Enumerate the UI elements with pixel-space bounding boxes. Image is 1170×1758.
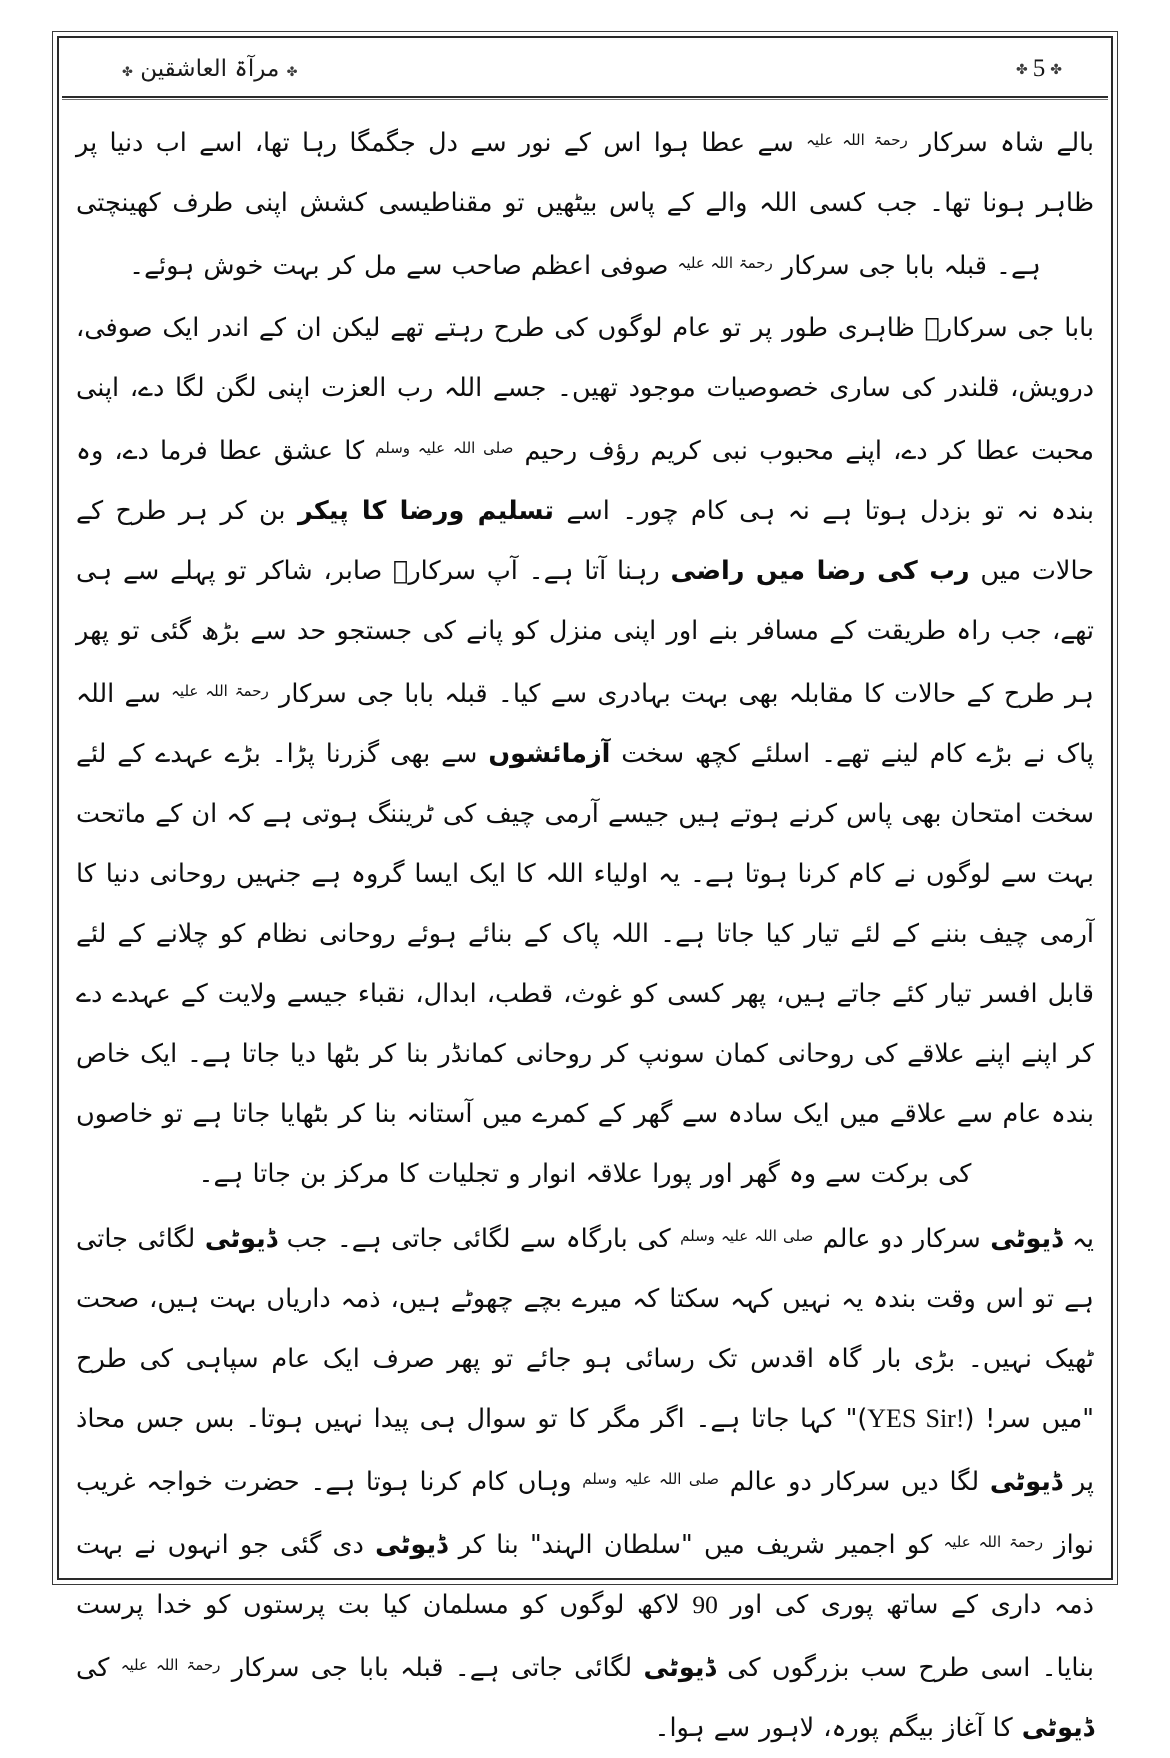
emphasised-phrase: آزمائشوں bbox=[488, 739, 611, 769]
honorific-mark: رحمۃ اللہ علیہ bbox=[943, 1533, 1044, 1551]
paragraph: بالے شاہ سرکار $^{رحمۃ اللہ علیہ}$ سے عطا ہوا اس کے نور سے دل جگمگا رہا تھا، اسے اب دنیا پر ظاہر ہونا تھا۔ جب کسی اللہ والے کے پاس بیٹھیں تو مقناطیسی کشش اپنی طرف کھینچتی ہے۔ قبلہ بابا جی سرکار $^{رحمۃ اللہ علیہ}$ صوفی اعظم صاحب سے مل کر بہت خوش ہوئے۔ bbox=[76, 128, 1094, 281]
honorific-mark: رحمۃ اللہ علیہ bbox=[806, 131, 908, 149]
honorific-mark: صلی اللہ علیہ وسلم bbox=[680, 1227, 814, 1245]
header-divider-rule bbox=[62, 96, 1108, 100]
emphasised-phrase: ڈیوٹی bbox=[1021, 1713, 1094, 1743]
emphasised-phrase: ڈیوٹی bbox=[989, 1467, 1063, 1497]
book-title-text: مرآۃ العاشقین bbox=[140, 56, 280, 82]
book-title bbox=[122, 56, 297, 82]
page-number-value: 5 bbox=[1032, 55, 1046, 82]
emphasised-phrase: ڈیوٹی bbox=[375, 1530, 448, 1560]
honorific-mark: صلی اللہ علیہ وسلم bbox=[375, 439, 514, 457]
emphasised-phrase: ڈیوٹی bbox=[990, 1224, 1063, 1254]
emphasised-phrase: ڈیوٹی bbox=[204, 1224, 278, 1254]
page-body bbox=[66, 106, 1104, 1743]
honorific-mark: رحمۃ اللہ علیہ bbox=[120, 1656, 221, 1674]
emphasised-phrase: ڈیوٹی bbox=[643, 1653, 716, 1683]
page-header bbox=[62, 41, 1108, 97]
latin-insert: YES Sir! bbox=[867, 1404, 965, 1433]
floret-icon-left: ✤ bbox=[286, 65, 298, 80]
numeral: 90 bbox=[692, 1590, 718, 1619]
paragraph: بابا جی سرکارؒ ظاہری طور پر تو عام لوگوں کی طرح رہتے تھے لیکن ان کے اندر ایک صوفی، درویش، قلندر کی ساری خصوصیات موجود تھیں۔ جسے اللہ رب العزت اپنی لگن لگا دے، اپنی محبت عطا کر دے، اپنے محبوب نبی کریم رؤف رحیم $^{صلی اللہ علیہ وسلم}$ کا عشق عطا فرما دے، وہ بندہ نہ تو بزدل ہوتا ہے نہ ہی کام چور۔ اسے تسلیم ورضا کا پیکر بن کر ہر طرح کے حالات میں رب کی رضا میں راضی رہنا آتا ہے۔ آپ سرکارؒ صابر، شاکر تو پہلے سے ہی تھے، جب راہ طریقت کے مسافر بنے اور اپنی منزل کو پانے کی جستجو حد سے بڑھ گئی تو پھر ہر طرح کے حالات کا مقابلہ بھی بہت بہادری سے کیا۔ قبلہ بابا جی سرکار $^{رحمۃ اللہ علیہ}$ سے اللہ پاک نے بڑے کام لینے تھے۔ اسلئے کچھ سخت آزمائشوں سے بھی گزرنا پڑا۔ بڑے عہدے کے لئے سخت امتحان بھی پاس کرنے ہوتے ہیں جیسے آرمی چیف کی ٹریننگ ہوتی ہے کہ ان کے ماتحت بہت سے لوگوں نے کام کرنا ہوتا ہے۔ یہ اولیاء اللہ کا ایک ایسا گروہ ہے جنہیں روحانی دنیا کا آرمی چیف بننے کے لئے تیار کیا جاتا ہے۔ اللہ پاک کے بنائے ہوئے روحانی نظام کو چلانے کے لئے قابل افسر تیار کئے جاتے ہیں، پھر کسی کو غوث، قطب، ابدال، نقباء جیسے ولایت کے عہدے دے کر اپنے اپنے علاقے کی روحانی کمان سونپ کر روحانی کمانڈر بنا کر بٹھا دیا جاتا ہے۔ ایک خاص بندہ عام سے علاقے میں ایک سادہ سے گھر کے کمرے میں آستانہ بنا کر بٹھایا جاتا ہے تو خاصوں کی برکت سے وہ گھر اور پورا علاقہ انوار و تجلیات کا مرکز بن جاتا ہے۔ bbox=[76, 313, 1095, 1189]
paragraph: یہ ڈیوٹی سرکار دو عالم $^{صلی اللہ علیہ وسلم}$ کی بارگاہ سے لگائی جاتی ہے۔ جب ڈیوٹی لگائی جاتی ہے تو اس وقت بندہ یہ نہیں کہہ سکتا کہ میرے بچے چھوٹے ہیں، ذمہ داریاں بہت ہیں، صحت ٹھیک نہیں۔ بڑی بار گاہ اقدس تک رسائی ہو جائے تو پھر صرف ایک عام سپاہی کی طرح "میں سر! (YES Sir!)" کہا جاتا ہے۔ اگر مگر کا تو سوال ہی پیدا نہیں ہوتا۔ بس جس محاذ پر ڈیوٹی لگا دیں سرکار دو عالم $^{صلی اللہ علیہ وسلم}$ وہاں کام کرنا ہوتا ہے۔ حضرت خواجہ غریب نواز $^{رحمۃ اللہ علیہ}$ کو اجمیر شریف میں "سلطان الہند" بنا کر ڈیوٹی دی گئی جو انہوں نے بہت ذمہ داری کے ساتھ پوری کی اور 90 لاکھ لوگوں کو مسلمان کیا بت پرستوں کو خدا پرست بنایا۔ اسی طرح سب بزرگوں کی ڈیوٹی لگائی جاتی ہے۔ قبلہ بابا جی سرکار $^{رحمۃ اللہ علیہ}$ کی ڈیوٹی کا آغاز بیگم پورہ، لاہور سے ہوا۔ bbox=[76, 1224, 1094, 1743]
honorific-mark: رحمۃ اللہ علیہ bbox=[171, 682, 269, 700]
floret-icon-folio-left: ✤ bbox=[1016, 62, 1028, 78]
floret-icon-right: ✤ bbox=[122, 65, 133, 80]
emphasised-phrase: تسلیم ورضا کا پیکر bbox=[298, 496, 554, 526]
honorific-mark: صلی اللہ علیہ وسلم bbox=[582, 1470, 720, 1488]
floret-icon-folio-right: ✤ bbox=[1050, 62, 1062, 78]
emphasised-phrase: رب کی رضا میں راضی bbox=[670, 556, 970, 586]
page-number bbox=[1016, 55, 1062, 83]
honorific-mark: رحمۃ اللہ علیہ bbox=[677, 254, 773, 272]
